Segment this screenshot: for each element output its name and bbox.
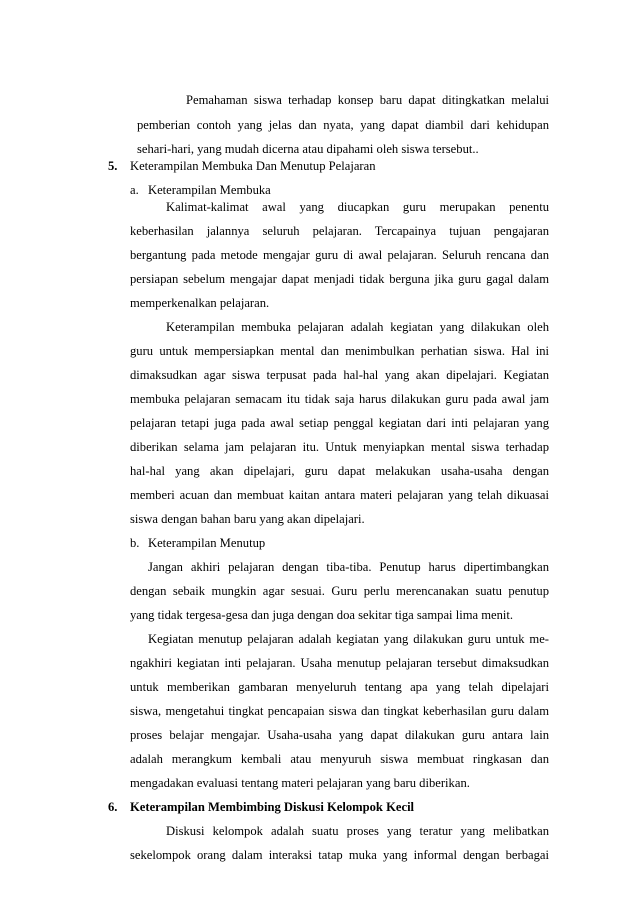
subsection-marker: a. [130, 183, 139, 197]
paragraph-line: ngakhiri kegiatan inti pelajaran. Usaha menutup pelajaran tersebut dimaksudkan [130, 656, 549, 670]
paragraph-line: dimaksudkan agar siswa terpusat pada hal-hal yang akan dipelajari. Kegiatan [130, 368, 549, 382]
paragraph-line: yang tidak tergesa-gesa dan juga dengan doa sekitar tiga sampai lima menit. [130, 608, 514, 622]
paragraph-line: membuka pelajaran semacam itu tidak saja harus dilakukan guru pada awal jam [130, 392, 549, 406]
paragraph-line: untuk memberikan gambaran menyeluruh tentang apa yang telah dipelajari [130, 680, 549, 694]
section-number: 6. [108, 800, 118, 814]
section-title: Keterampilan Membimbing Diskusi Kelompok Kecil [130, 800, 415, 814]
section-number: 5. [108, 159, 118, 173]
paragraph-line: proses belajar mengajar. Usaha-usaha yang dapat dilakukan guru antara lain [130, 728, 549, 742]
subsection-title: Keterampilan Menutup [148, 536, 266, 550]
paragraph-line: pelajaran tetapi juga pada awal setiap penggal kegiatan dari inti pelajaran yang [130, 416, 549, 430]
paragraph-line: adalah merangkum kembali atau menyuruh siswa membuat ringkasan dan [130, 752, 549, 766]
paragraph-line: siswa, mengetahui tingkat pencapaian siswa dan tingkat keberhasilan guru dalam [130, 704, 549, 718]
subsection-marker: b. [130, 536, 140, 550]
paragraph-line: siswa dengan bahan baru yang akan dipelajari. [130, 512, 365, 526]
intro-line: sehari-hari, yang mudah dicerna atau dipahami oleh siswa tersebut.. [137, 142, 479, 156]
paragraph-line: hal-hal yang akan dipelajari, guru dapat melakukan usaha-usaha dengan [130, 464, 549, 478]
paragraph-line: Kalimat-kalimat awal yang diucapkan guru merupakan penentu [166, 200, 549, 214]
paragraph-line: guru untuk mempersiapkan mental dan menimbulkan perhatian siswa. Hal ini [130, 344, 549, 358]
paragraph-line: Jangan akhiri pelajaran dengan tiba-tiba. Penutup harus dipertimbangkan [148, 560, 549, 574]
paragraph-line: diberikan selama jam pelajaran itu. Untuk menyiapkan mental siswa terhadap [130, 440, 549, 454]
paragraph-line: keberhasilan jalannya seluruh pelajaran. Tercapainya tujuan pengajaran [130, 224, 549, 238]
intro-line: pemberian contoh yang jelas dan nyata, yang dapat diambil dari kehidupan [137, 118, 549, 132]
paragraph-line: memberi acuan dan membuat kaitan antara materi pelajaran yang telah dikuasai [130, 488, 549, 502]
paragraph-line: memperkenalkan pelajaran. [130, 296, 270, 310]
paragraph-line: Kegiatan menutup pelajaran adalah kegiatan yang dilakukan guru untuk me- [148, 632, 549, 646]
paragraph-line: Diskusi kelompok adalah suatu proses yang teratur yang melibatkan [166, 824, 549, 838]
paragraph-line: bergantung pada metode mengajar guru di awal pelajaran. Seluruh rencana dan [130, 248, 549, 262]
paragraph-line: mengadakan evaluasi tentang materi pelajaran yang baru diberikan. [130, 776, 470, 790]
paragraph-line: persiapan sebelum mengajar dapat menjadi tidak berguna jika guru gagal dalam [130, 272, 549, 286]
intro-line: Pemahaman siswa terhadap konsep baru dapat ditingkatkan melalui [186, 93, 549, 107]
subsection-title: Keterampilan Membuka [148, 183, 271, 197]
paragraph-line: Keterampilan membuka pelajaran adalah kegiatan yang dilakukan oleh [166, 320, 549, 334]
paragraph-line: dengan sebaik mungkin agar sesuai. Guru perlu merencanakan suatu penutup [130, 584, 549, 598]
section-title: Keterampilan Membuka Dan Menutup Pelajaran [130, 159, 376, 173]
paragraph-line: sekelompok orang dalam interaksi tatap muka yang informal dengan berbagai [130, 848, 549, 862]
